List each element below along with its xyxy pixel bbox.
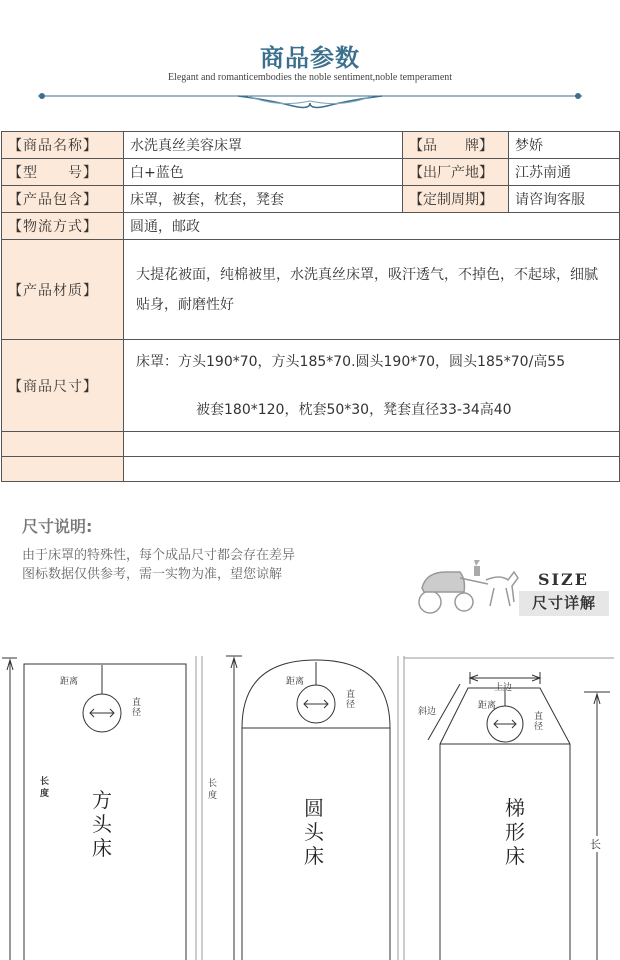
label-size: 【商品尺寸】: [2, 340, 124, 432]
bed-name-square: 方头床: [92, 788, 112, 860]
bed-name-trapezoid: 梯形床: [505, 796, 525, 868]
table-row: [2, 340, 620, 432]
empty-cell: [124, 432, 620, 457]
label-diameter: 直径: [534, 712, 544, 732]
value-size: [124, 340, 620, 432]
label-diameter: 直径: [132, 698, 142, 718]
label-custom-period: 【定制周期】: [403, 186, 509, 213]
value-material: 大提花被面，纯棉被里，水洗真丝床罩，吸汗透气，不掉色，不起球，细腻贴身，耐磨性好: [124, 240, 620, 340]
page-subtitle: Elegant and romanticembodies the noble sentiment,noble temperament: [167, 72, 453, 83]
label-package: 【产品包含】: [2, 186, 124, 213]
table-row: [2, 186, 620, 213]
label-distance: 距离: [478, 701, 497, 711]
table-row: [2, 240, 620, 340]
size-note: [22, 514, 295, 584]
label-top-edge: 上边: [494, 683, 513, 693]
label-material: 【产品材质】: [2, 240, 124, 340]
label-distance: 距离: [60, 677, 79, 687]
size-badge-en: SIZE: [538, 570, 589, 589]
label-length: 长度: [208, 779, 218, 801]
note-line: 图标数据仅供参考，需一实物为准，望您谅解: [22, 567, 283, 582]
value-model: 白+蓝色: [124, 159, 403, 186]
size-badge-cn: 尺寸详解: [519, 591, 609, 616]
bed-name-round: 圆头床: [304, 796, 324, 868]
label-brand: 【品 牌】: [403, 132, 509, 159]
size-line-2: 被套180*120，枕套50*30，凳套直径33-34高40: [196, 401, 512, 418]
size-line-1: 床罩：方头190*70，方头185*70.圆头190*70，圆头185*70/高55: [136, 353, 566, 370]
empty-cell: [124, 457, 620, 482]
ornament-divider: [38, 86, 582, 112]
value-brand: 梦娇: [509, 132, 620, 159]
section-header: [0, 0, 620, 120]
table-row: [2, 457, 620, 482]
value-logistics: 圆通，邮政: [124, 213, 620, 240]
value-origin: 江苏南通: [509, 159, 620, 186]
table-row: [2, 132, 620, 159]
empty-cell: [2, 432, 124, 457]
label-logistics: 【物流方式】: [2, 213, 124, 240]
value-product-name: 水洗真丝美容床罩: [124, 132, 403, 159]
label-distance: 距离: [286, 677, 305, 687]
table-row: [2, 432, 620, 457]
table-row: [2, 159, 620, 186]
note-line: 由于床罩的特殊性，每个成品尺寸都会存在差异: [22, 548, 296, 563]
label-slope-edge: 斜边: [418, 707, 437, 717]
label-length: 长: [590, 838, 601, 851]
label-product-name: 【商品名称】: [2, 132, 124, 159]
bed-diagrams: [0, 648, 620, 960]
note-title: 尺寸说明:: [22, 517, 93, 536]
table-row: [2, 213, 620, 240]
empty-cell: [2, 457, 124, 482]
page-title: 商品参数: [260, 43, 360, 72]
carriage-icon: [416, 558, 534, 616]
params-table: [1, 131, 620, 482]
label-origin: 【出厂产地】: [403, 159, 509, 186]
label-model: 【型 号】: [2, 159, 124, 186]
value-custom-period: 请咨询客服: [509, 186, 620, 213]
label-diameter: 直径: [346, 690, 356, 710]
label-length: 长度: [40, 777, 50, 799]
value-package: 床罩，被套，枕套，凳套: [124, 186, 403, 213]
